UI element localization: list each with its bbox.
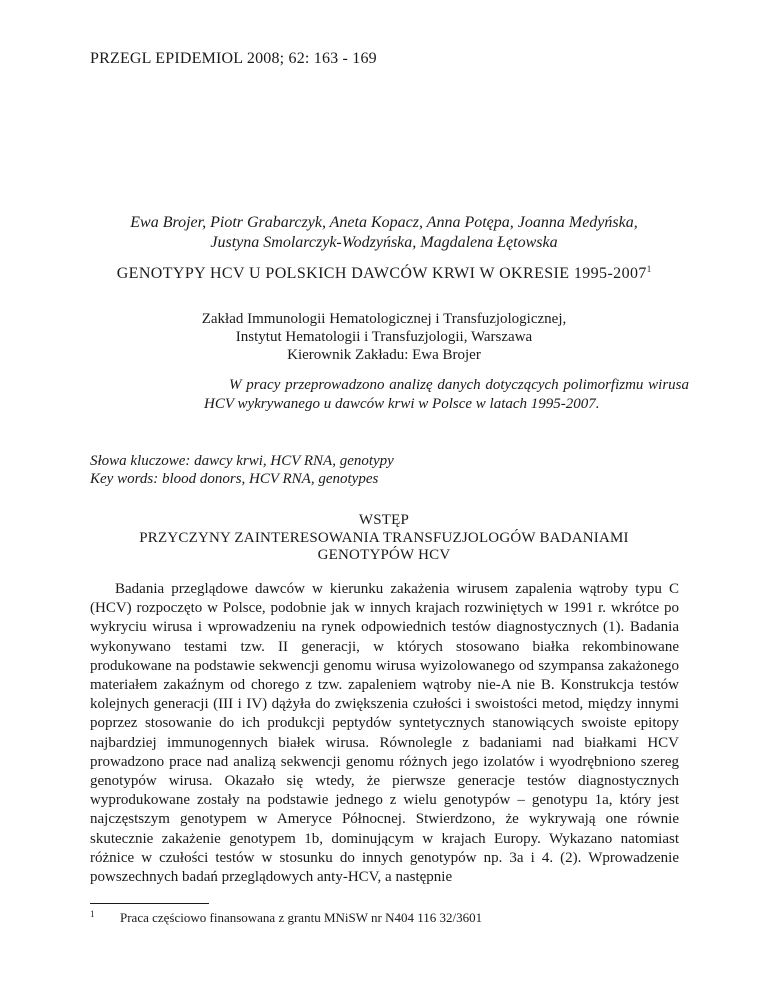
body-paragraph: Badania przeglądowe dawców w kierunku zakażenia wirusem zapalenia wątroby typu C (HCV) rozpoczęto w Polsce, podobnie jak w innych krajach rozwiniętych w 1991 r. wkrótce po wykryciu wirusa i wprowadzeniu na rynek odpowiednich testów diagnostycznych (1). Badania wykonywano testami tzw. II generacji, w których stosowano białka rekombinowane produkowane na podstawie sekwencji genomu wirusa wyizolowanego od szympansa zakażonego materiałem zakaźnym od chorego z tzw. zapaleniem wątroby nie-A nie B. Konstrukcja testów kolejnych generacji (III i IV) dążyła do zwiększenia czułości i swoistości metod, między innymi poprzez stosowanie do ich produkcji peptydów syntetycznych stanowiących swoiste epitopy najbardziej immunogennych białek wirusa. Równolegle z badaniami nad białkami HCV prowadzono prace nad analizą sekwencji genomu różnych jego izolatów i wyodrębniono szereg genotypów wirusa. Okazało się wtedy, że pierwsze generacje testów diagnostycznych wyprodukowane zostały na podstawie jednego z wielu genotypów – genotypu 1a, który jest najczęstszym genotypem w Ameryce Północnej. Stwierdzono, że wykrywają one równie skutecznie zakażenie genotypem 1b, dominującym w krajach Europy. Wykazano natomiast różnice w czułości testów w stosunku do innych genotypów np. 3a i 4. (2). Wprowadzenie powszechnych badań przeglądowych anty-HCV, a następnie [90, 581, 679, 886]
author-line-2: Justyna Smolarczyk-Wodzyńska, Magdalena Łętowska [210, 234, 558, 251]
affiliation [60, 310, 708, 364]
title-footnote-ref: 1 [646, 264, 652, 274]
title-text: GENOTYPY HCV U POLSKICH DAWCÓW KRWI W OKRESIE 1995-2007 [116, 265, 647, 282]
keywords-polish: Słowa kluczowe: dawcy krwi, HCV RNA, genotypy [90, 453, 394, 469]
journal-header: PRZEGL EPIDEMIOL 2008; 62: 163 - 169 [90, 50, 377, 67]
affiliation-line-3: Kierownik Zakładu: Ewa Brojer [287, 347, 481, 363]
affiliation-line-2: Instytut Hematologii i Transfuzjologii, Warszawa [235, 329, 533, 345]
affiliation-line-1: Zakład Immunologii Hematologicznej i Transfuzjologicznej, [201, 311, 567, 327]
footnote-text: Praca częściowo finansowana z grantu MNiSW nr N404 116 32/3601 [120, 910, 483, 925]
section-subtitle-line-2: GENOTYPÓW HCV [317, 547, 451, 563]
section-title: WSTĘP [358, 512, 410, 528]
section-heading [60, 512, 708, 565]
section-subtitle-line-1: PRZYCZYNY ZAINTERESOWANIA TRANSFUZJOLOGÓW BADANIAMI [139, 529, 629, 546]
author-list [60, 213, 708, 253]
abstract: W pracy przeprowadzono analizę danych dotyczących polimorfizmu wirusa HCV wykrywanego u dawców krwi w Polsce w latach 1995-2007. [204, 377, 689, 412]
keywords-english: Key words: blood donors, HCV RNA, genotypes [90, 471, 379, 487]
keywords [90, 452, 394, 488]
author-line-1: Ewa Brojer, Piotr Grabarczyk, Aneta Kopacz, Anna Potępa, Joanna Medyńska, [130, 214, 638, 231]
article-title [40, 264, 728, 283]
footnote-divider [90, 903, 209, 904]
footnote-mark: 1 [90, 909, 95, 919]
